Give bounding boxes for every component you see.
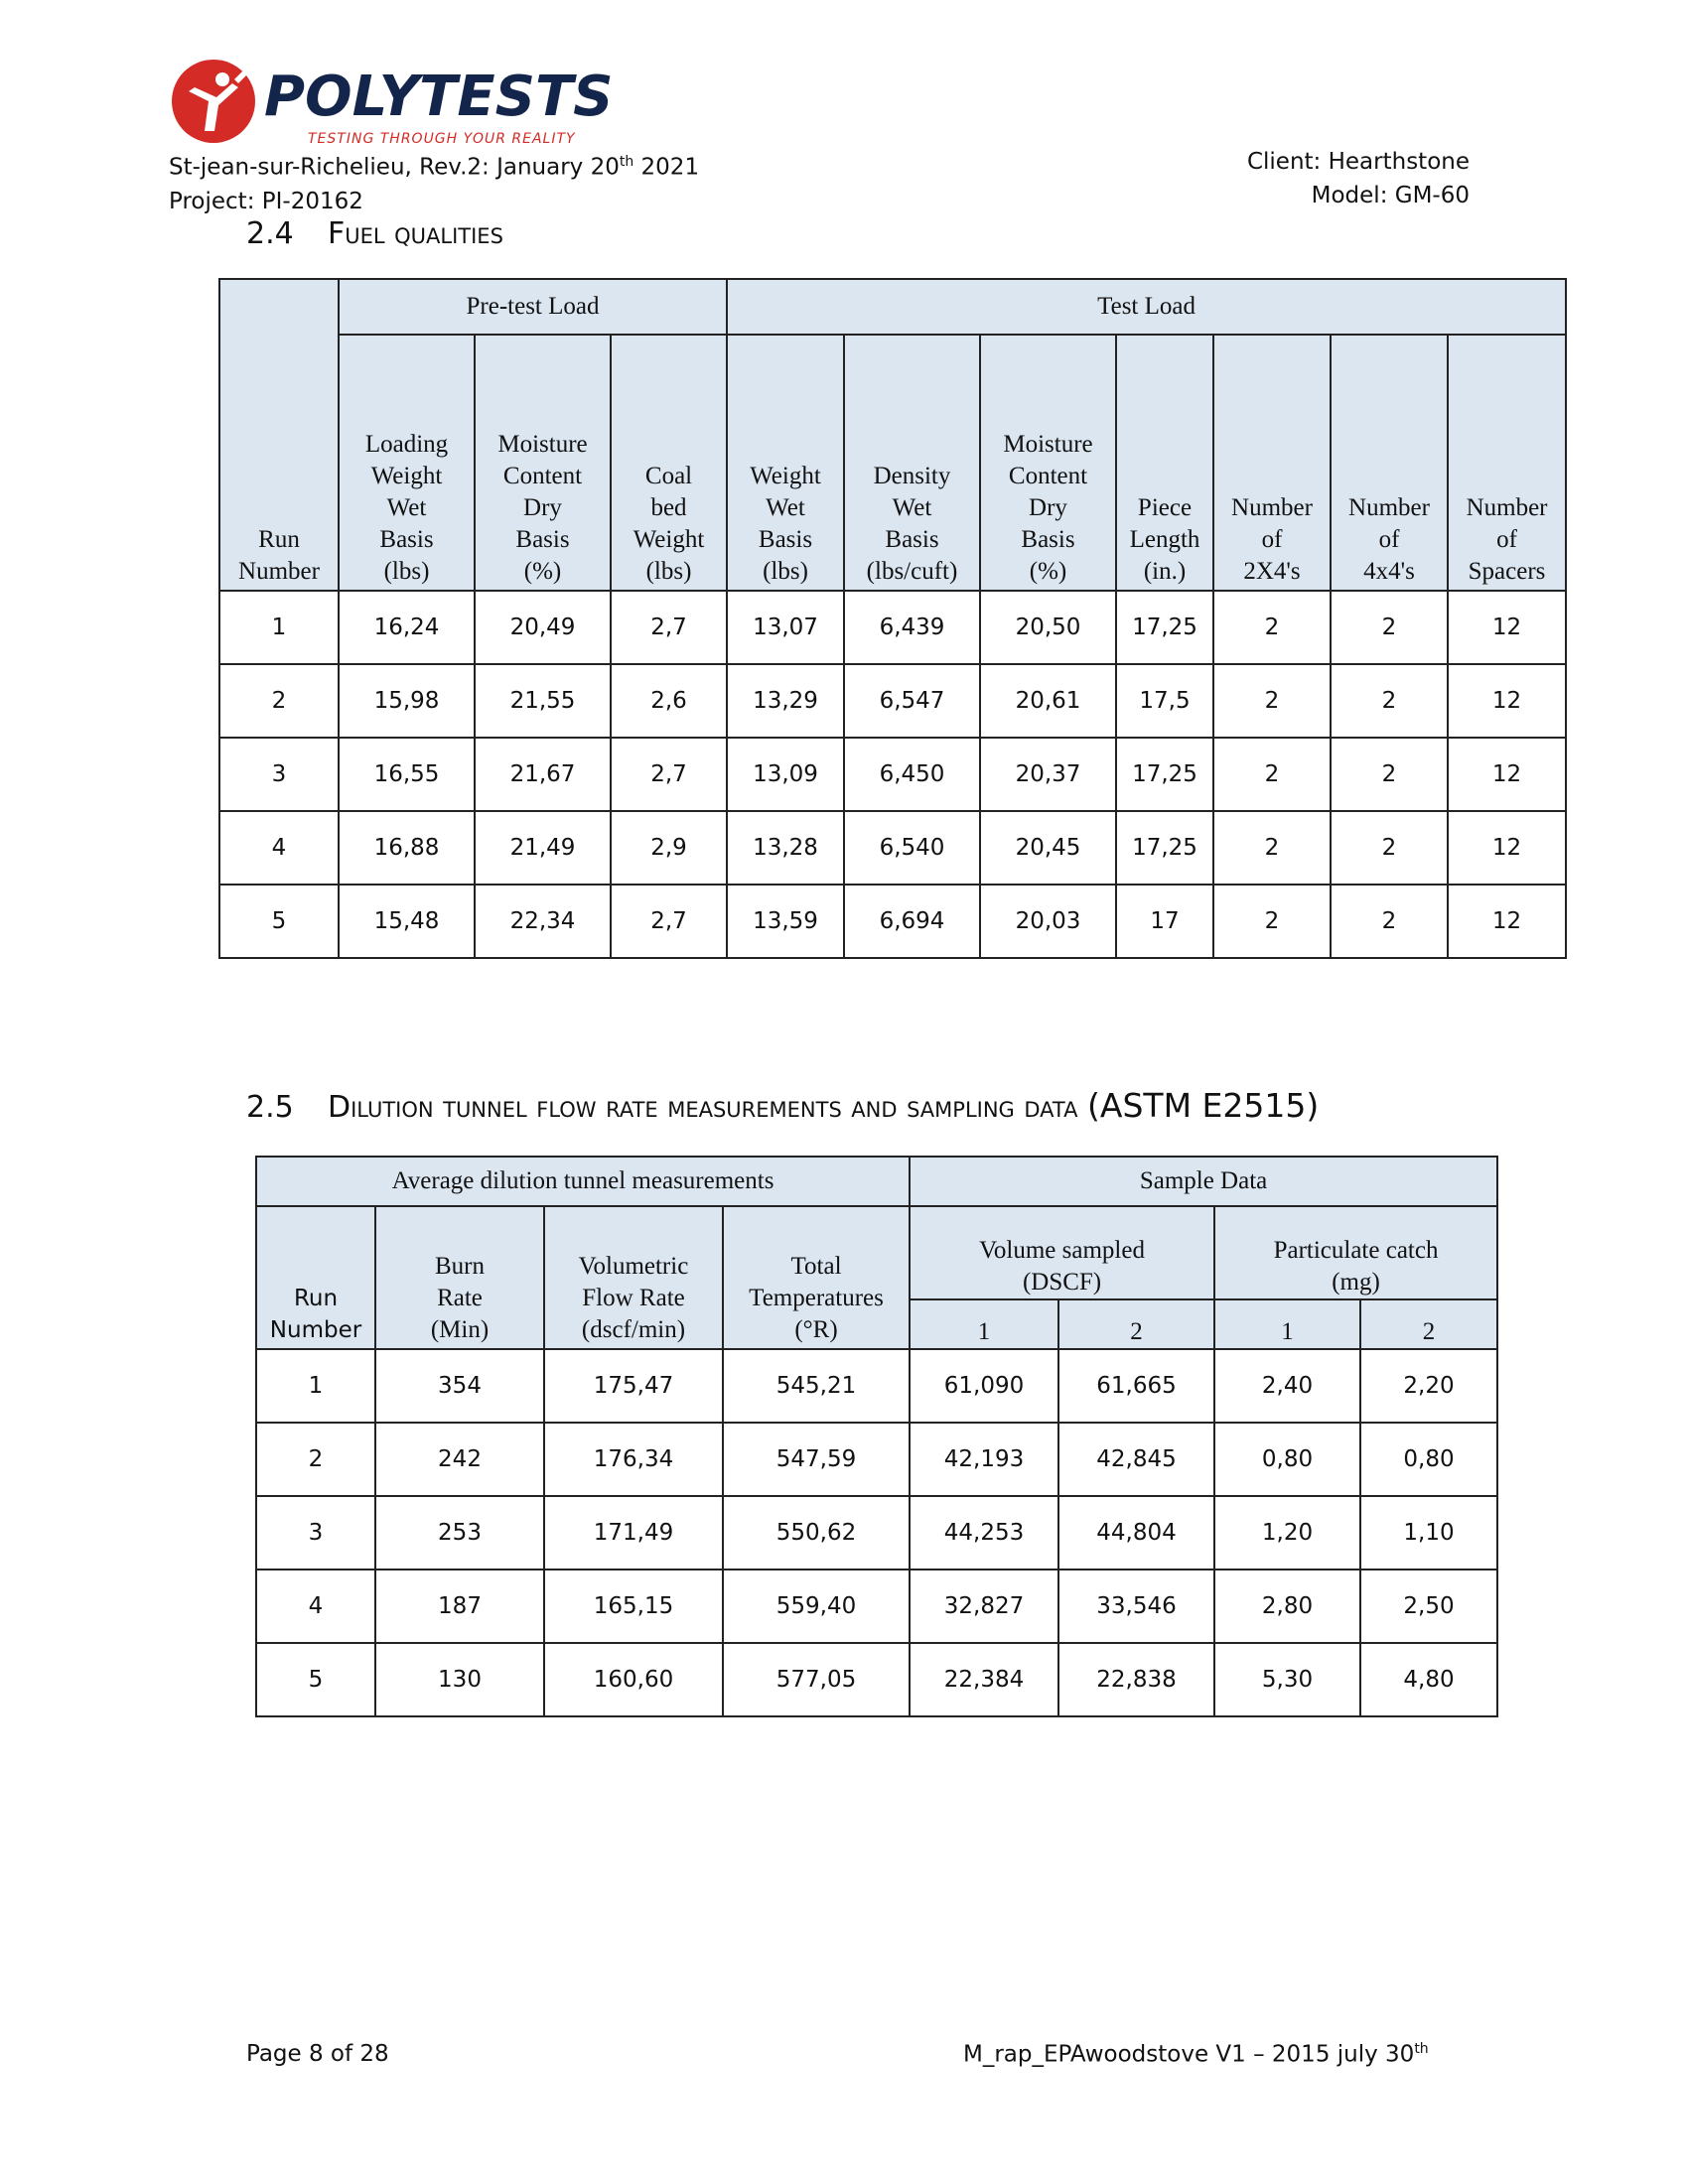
table-cell: 2,7 [611, 885, 727, 958]
header-model: Model: GM-60 [1311, 183, 1470, 208]
table-cell: 61,665 [1058, 1349, 1214, 1423]
header-run-number: Run Number [256, 1206, 375, 1349]
table-cell: 2 [1331, 885, 1448, 958]
table-cell: 1 [256, 1349, 375, 1423]
table-cell: 175,47 [544, 1349, 723, 1423]
section-title-fuel: 2.4 Fuel qualities [246, 216, 503, 251]
fuel-qualities-table [218, 278, 1567, 959]
table-row [256, 1496, 1497, 1570]
table-cell: 2,50 [1360, 1570, 1497, 1643]
table-cell: 187 [375, 1570, 544, 1643]
table-cell: 2,7 [611, 591, 727, 664]
dilution-tunnel-table [255, 1156, 1498, 1717]
table-cell: 12 [1448, 591, 1566, 664]
table-cell: 13,29 [727, 664, 844, 738]
footer-document-id: M_rap_EPAwoodstove V1 – 2015 july 30th [963, 2041, 1429, 2068]
table-cell: 20,45 [980, 811, 1116, 885]
table-cell: 4 [219, 811, 339, 885]
table-cell: 12 [1448, 738, 1566, 811]
header-project: Project: PI-20162 [169, 188, 363, 214]
table-cell: 20,03 [980, 885, 1116, 958]
table-cell: 2,9 [611, 811, 727, 885]
table-cell: 2,7 [611, 738, 727, 811]
header-total-temperatures: Total Temperatures (°R) [723, 1206, 910, 1349]
header-number-4x4s: Number of 4x4's [1331, 335, 1448, 591]
table-cell: 2 [1213, 591, 1331, 664]
table-cell: 4,80 [1360, 1643, 1497, 1716]
header-coal-bed-weight: Coal bed Weight (lbs) [611, 335, 727, 591]
table-cell: 2 [1331, 664, 1448, 738]
header-average-dilution: Average dilution tunnel measurements [256, 1157, 910, 1206]
table-cell: 15,48 [339, 885, 475, 958]
table-cell: 2 [1213, 811, 1331, 885]
table-cell: 547,59 [723, 1423, 910, 1496]
table-cell: 4 [256, 1570, 375, 1643]
header-test-load: Test Load [727, 279, 1566, 335]
table-cell: 5 [256, 1643, 375, 1716]
table-cell: 354 [375, 1349, 544, 1423]
table-row [219, 591, 1566, 664]
table-cell: 32,827 [910, 1570, 1058, 1643]
table-row [219, 738, 1566, 811]
footer-page-number: Page 8 of 28 [246, 2041, 389, 2067]
table-row [256, 1643, 1497, 1716]
table-cell: 16,55 [339, 738, 475, 811]
table-row [256, 1570, 1497, 1643]
table-cell: 550,62 [723, 1496, 910, 1570]
table-cell: 577,05 [723, 1643, 910, 1716]
table-cell: 20,61 [980, 664, 1116, 738]
table-cell: 2,40 [1214, 1349, 1360, 1423]
table-cell: 6,547 [844, 664, 980, 738]
header-number-spacers: Number of Spacers [1448, 335, 1566, 591]
header-right [1247, 145, 1470, 212]
table-cell: 12 [1448, 811, 1566, 885]
header-pretest-load: Pre-test Load [339, 279, 727, 335]
table-cell: 20,49 [475, 591, 611, 664]
section-title-dilution: 2.5 Dilution tunnel flow rate measurements and sampling data (ASTM E2515) [246, 1086, 1320, 1125]
table-cell: 2,6 [611, 664, 727, 738]
table-cell: 1,10 [1360, 1496, 1497, 1570]
table-cell: 61,090 [910, 1349, 1058, 1423]
table-cell: 3 [219, 738, 339, 811]
table-cell: 12 [1448, 885, 1566, 958]
table-cell: 171,49 [544, 1496, 723, 1570]
header-volume-sampled: Volume sampled (DSCF) [910, 1206, 1214, 1299]
table-cell: 13,07 [727, 591, 844, 664]
table-cell: 2 [219, 664, 339, 738]
table-cell: 17 [1116, 885, 1213, 958]
table-cell: 545,21 [723, 1349, 910, 1423]
table-row [219, 811, 1566, 885]
table-cell: 2 [1213, 738, 1331, 811]
table-cell: 559,40 [723, 1570, 910, 1643]
header-catch-1: 1 [1214, 1299, 1360, 1349]
header-particulate-catch: Particulate catch (mg) [1214, 1206, 1497, 1299]
table-cell: 2,80 [1214, 1570, 1360, 1643]
header-run-number: Run Number [219, 279, 339, 591]
header-piece-length: Piece Length (in.) [1116, 335, 1213, 591]
table-cell: 20,50 [980, 591, 1116, 664]
logo-brand: POLYTESTS [264, 65, 614, 129]
table-cell: 21,67 [475, 738, 611, 811]
header-weight-wet-basis: Weight Wet Basis (lbs) [727, 335, 844, 591]
table-cell: 17,25 [1116, 811, 1213, 885]
header-burn-rate: Burn Rate (Min) [375, 1206, 544, 1349]
header-loading-weight: Loading Weight Wet Basis (lbs) [339, 335, 475, 591]
table-cell: 6,450 [844, 738, 980, 811]
header-number-2x4s: Number of 2X4's [1213, 335, 1331, 591]
table-cell: 44,804 [1058, 1496, 1214, 1570]
table-cell: 16,88 [339, 811, 475, 885]
table-cell: 13,28 [727, 811, 844, 885]
table-cell: 42,193 [910, 1423, 1058, 1496]
header-density-wet-basis: Density Wet Basis (lbs/cuft) [844, 335, 980, 591]
table-cell: 160,60 [544, 1643, 723, 1716]
table-cell: 21,55 [475, 664, 611, 738]
table-cell: 165,15 [544, 1570, 723, 1643]
table-cell: 3 [256, 1496, 375, 1570]
table-cell: 1 [219, 591, 339, 664]
table-cell: 0,80 [1214, 1423, 1360, 1496]
header-volume-1: 1 [910, 1299, 1058, 1349]
table-cell: 22,34 [475, 885, 611, 958]
header-client: Client: Hearthstone [1246, 149, 1470, 175]
table-cell: 1,20 [1214, 1496, 1360, 1570]
header-sample-data: Sample Data [910, 1157, 1497, 1206]
header-volume-2: 2 [1058, 1299, 1214, 1349]
table-cell: 130 [375, 1643, 544, 1716]
table-cell: 2 [1331, 738, 1448, 811]
polytests-logo [169, 58, 626, 147]
table-cell: 42,845 [1058, 1423, 1214, 1496]
table-cell: 2 [1213, 885, 1331, 958]
table-cell: 2 [1213, 664, 1331, 738]
table-cell: 17,25 [1116, 591, 1213, 664]
table-cell: 176,34 [544, 1423, 723, 1496]
table-cell: 12 [1448, 664, 1566, 738]
table-row [219, 664, 1566, 738]
table-cell: 22,384 [910, 1643, 1058, 1716]
table-cell: 5,30 [1214, 1643, 1360, 1716]
header-left [169, 145, 699, 218]
header-volumetric-flow: Volumetric Flow Rate (dscf/min) [544, 1206, 723, 1349]
table-cell: 21,49 [475, 811, 611, 885]
header-catch-2: 2 [1360, 1299, 1497, 1349]
table-row [256, 1349, 1497, 1423]
table-cell: 242 [375, 1423, 544, 1496]
table-cell: 44,253 [910, 1496, 1058, 1570]
logo-tagline: TESTING THROUGH YOUR REALITY [308, 131, 576, 147]
table-row [219, 885, 1566, 958]
table-cell: 17,5 [1116, 664, 1213, 738]
table-cell: 253 [375, 1496, 544, 1570]
table-cell: 15,98 [339, 664, 475, 738]
table-cell: 17,25 [1116, 738, 1213, 811]
table-cell: 5 [219, 885, 339, 958]
header-moisture-content-test: Moisture Content Dry Basis (%) [980, 335, 1116, 591]
table-cell: 6,439 [844, 591, 980, 664]
table-cell: 2 [1331, 591, 1448, 664]
table-cell: 22,838 [1058, 1643, 1214, 1716]
table-cell: 13,09 [727, 738, 844, 811]
table-cell: 2 [1331, 811, 1448, 885]
header-moisture-content-pretest: Moisture Content Dry Basis (%) [475, 335, 611, 591]
table-cell: 16,24 [339, 591, 475, 664]
table-cell: 0,80 [1360, 1423, 1497, 1496]
table-row [256, 1423, 1497, 1496]
table-cell: 6,694 [844, 885, 980, 958]
table-cell: 2,20 [1360, 1349, 1497, 1423]
table-cell: 13,59 [727, 885, 844, 958]
table-cell: 2 [256, 1423, 375, 1496]
table-cell: 6,540 [844, 811, 980, 885]
header-location: St-jean-sur-Richelieu, Rev.2: January 20th 2021 [169, 154, 700, 181]
table-cell: 20,37 [980, 738, 1116, 811]
table-cell: 33,546 [1058, 1570, 1214, 1643]
